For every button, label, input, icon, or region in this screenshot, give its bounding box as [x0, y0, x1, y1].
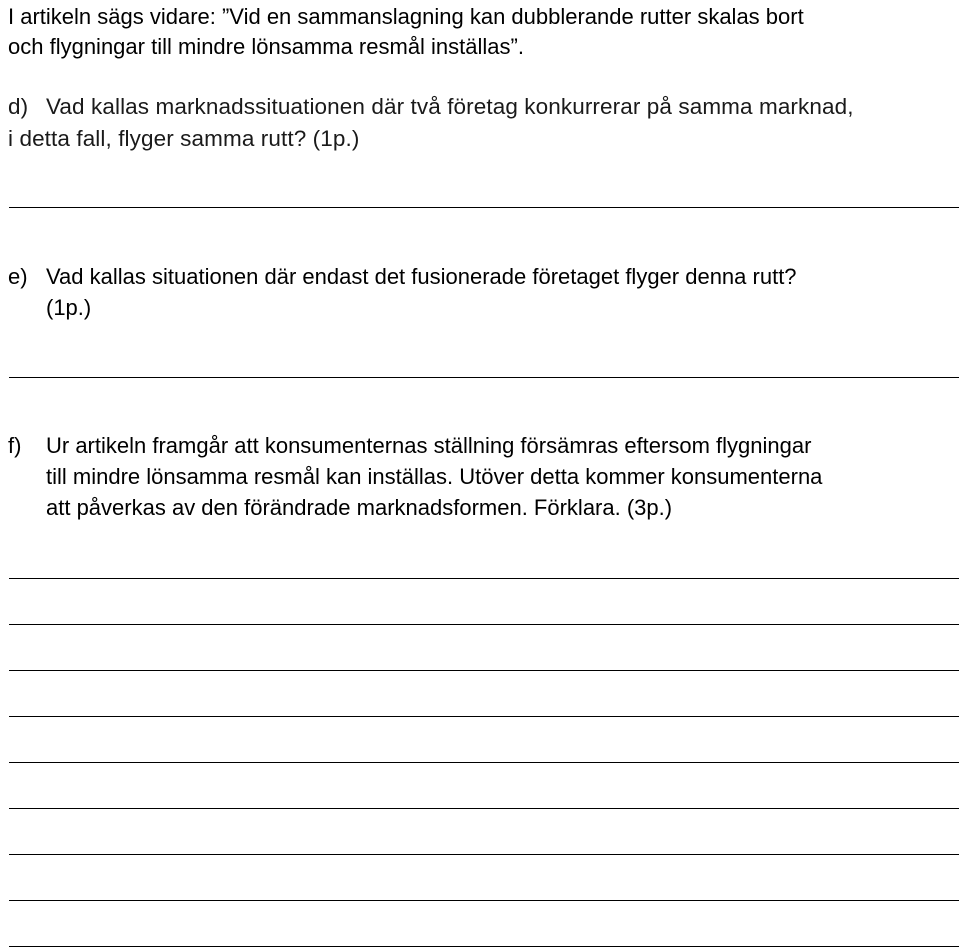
question-d-label: d) — [8, 94, 29, 119]
answer-line-e[interactable] — [9, 377, 959, 378]
question-e-line-1 — [8, 262, 797, 292]
intro-line-1: I artikeln sägs vidare: ”Vid en sammanslagning kan dubblerande rutter skalas bort — [8, 4, 804, 29]
answer-line-f-7[interactable] — [9, 854, 959, 855]
question-e-text-1: Vad kallas situationen där endast det fusionerade företaget flyger denna rutt? — [46, 264, 797, 289]
answer-line-f-9[interactable] — [9, 946, 959, 947]
answer-line-f-3[interactable] — [9, 670, 959, 671]
answer-line-f-4[interactable] — [9, 716, 959, 717]
question-f-line-1 — [8, 431, 811, 461]
answer-line-f-1[interactable] — [9, 578, 959, 579]
answer-line-d[interactable] — [9, 207, 959, 208]
answer-line-f-8[interactable] — [9, 900, 959, 901]
question-d-line-1 — [8, 92, 854, 122]
answer-line-f-6[interactable] — [9, 808, 959, 809]
question-f-line-3: att påverkas av den förändrade marknadsformen. Förklara. (3p.) — [46, 495, 673, 520]
answer-line-f-2[interactable] — [9, 624, 959, 625]
question-e-line-2: (1p.) — [46, 295, 92, 320]
answer-line-f-5[interactable] — [9, 762, 959, 763]
question-f-line-2: till mindre lönsamma resmål kan inställas. Utöver detta kommer konsumenterna — [46, 464, 823, 489]
intro-line-2: och flygningar till mindre lönsamma resmål inställas”. — [8, 34, 524, 59]
question-f-text-1: Ur artikeln framgår att konsumenternas ställning försämras eftersom flygningar — [46, 433, 812, 458]
question-f-label: f) — [8, 433, 22, 458]
question-e-label: e) — [8, 264, 28, 289]
question-d-line-2: i detta fall, flyger samma rutt? (1p.) — [8, 126, 360, 151]
question-d-text-1: Vad kallas marknadssituationen där två företag konkurrerar på samma marknad, — [46, 94, 854, 119]
